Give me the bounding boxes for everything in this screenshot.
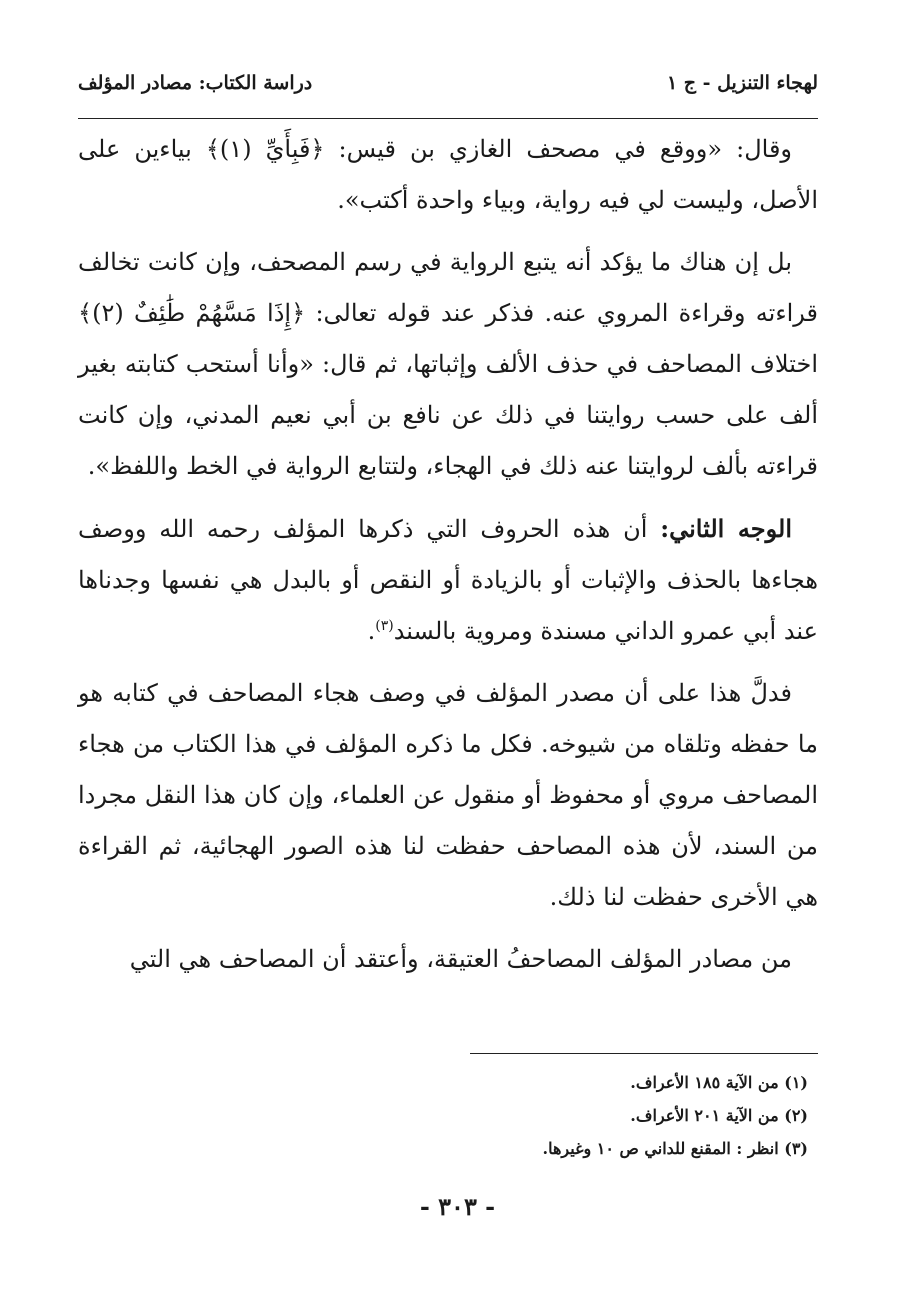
paragraph-3-lead: الوجه الثاني:	[660, 514, 792, 543]
paragraph-3-tail: .	[367, 617, 376, 645]
header-divider	[78, 118, 818, 119]
running-header	[78, 64, 818, 108]
footnote-2: (٢) من الآية ٢٠١ الأعراف.	[630, 1106, 808, 1125]
page-number: - ٣٠٣ -	[419, 1192, 496, 1221]
paragraph-4: فدلَّ هذا على أن مصدر المؤلف في وصف هجاء المصاحف في كتابه هو ما حفظه وتلقاه من شيوخه. فكل ما ذكره المؤلف في هذا الكتاب من هجاء المصاحف مروي أو محفوظ أو منقول عن العلماء، وإن كان هذا النقل مجردا من السند، لأن هذه المصاحف حفظت لنا هذه الصور الهجائية، ثم القراءة هي الأخرى حفظت لنا ذلك.	[78, 679, 818, 911]
footnote-1: (١) من الآية ١٨٥ الأعراف.	[630, 1073, 808, 1092]
paragraph-2: بل إن هناك ما يؤكد أنه يتبع الرواية في رسم المصحف، وإن كانت تخالف قراءته وقراءة المروي عنه. فذكر عند قوله تعالى: ﴿إِذَا مَسَّهُمْ طَٰئِفٌ (٢)﴾ اختلاف المصاحف في حذف الألف وإثباتها، ثم قال: «وأنا أستحب كتابته بغير ألف على حسب روايتنا في ذلك عن نافع بن أبي نعيم المدني، وإن كانت قراءته بألف لروايتنا عنه ذلك في الهجاء، ولتتابع الرواية في الخط واللفظ».	[78, 248, 818, 480]
header-book-title: لهجاء التنزيل - ج ١	[666, 72, 818, 94]
paragraph-3-text: أن هذه الحروف التي ذكرها المؤلف رحمه الله ووصف هجاءها بالحذف والإثبات أو بالزيادة أو النقص أو بالبدل هي نفسها وجدناها عند أبي عمرو الداني مسندة ومروية بالسند	[78, 515, 818, 645]
footnote-ref-3: (٣)	[375, 618, 394, 634]
paragraph-1: وقال: «ووقع في مصحف الغازي بن قيس: ﴿فَبِأَيِّ (١)﴾ بياءين على الأصل، وليست لي فيه رواية، وبياء واحدة أكتب».	[78, 135, 818, 214]
header-section-title: دراسة الكتاب: مصادر المؤلف	[78, 72, 313, 94]
paragraph-3	[78, 503, 818, 657]
footnote-3: (٣) انظر : المقنع للداني ص ١٠ وغيرها.	[542, 1139, 808, 1158]
main-text	[78, 124, 818, 996]
paragraph-5: من مصادر المؤلف المصاحفُ العتيقة، وأعتقد أن المصاحف هي التي	[129, 945, 792, 973]
footnotes	[78, 1066, 808, 1165]
footnote-divider	[470, 1053, 818, 1054]
